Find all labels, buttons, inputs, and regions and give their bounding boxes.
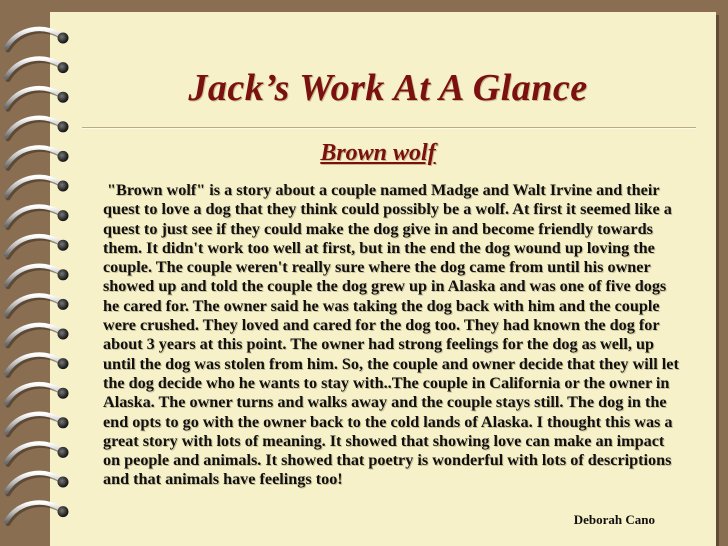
binding-ring bbox=[6, 443, 69, 464]
binding-ring bbox=[6, 29, 69, 50]
binding-ring bbox=[6, 473, 69, 494]
story-summary: "Brown wolf" is a story about a couple named Madge and Walt Irvine and their quest to love a dog that they think could possibly be a wolf. At first it seemed like a quest to just see if they could make the dog give in and become friendly towards them. It didn't work too well at first, but in the end the dog wound up loving the couple. The couple weren't really sure where the dog came from until his owner showed up and told the couple the dog grew up in Alaska and was one of five dogs he cared for. The owner said he was taking the dog back with him and the couple were crushed. They loved and cared for the dog too. They had known the dog for about 3 years at this point. The owner had strong feelings for the dog as well, up until the dog was stolen from him. So, the couple and owner decide that they will let the dog decide who he wants to stay with..The couple in California or the owner in Alaska. The owner turns and walks away and the couple stays still. The dog in the end opts to go with the owner back to the cold lands of Alaska. I thought this was a great story with lots of meaning. It showed that showing love can make an impact on people and animals. It showed that poetry is wonderful with lots of descriptions and that animals have feelings too! bbox=[103, 181, 683, 489]
binding-ring bbox=[6, 88, 69, 109]
binding-ring bbox=[6, 207, 69, 228]
binding-ring bbox=[6, 147, 69, 168]
spiral-binding bbox=[0, 0, 80, 546]
binding-ring bbox=[6, 295, 69, 316]
title-divider bbox=[82, 127, 696, 129]
author-name: Deborah Cano bbox=[573, 512, 655, 527]
binding-ring bbox=[6, 414, 69, 435]
binding-ring bbox=[6, 503, 69, 524]
binding-ring bbox=[6, 325, 69, 346]
binding-ring bbox=[6, 236, 69, 257]
binding-ring bbox=[6, 384, 69, 405]
binding-ring bbox=[6, 355, 69, 376]
binding-ring bbox=[6, 118, 69, 139]
story-title: Brown wolf bbox=[320, 140, 436, 166]
binding-ring bbox=[6, 177, 69, 198]
slide-title: Jack’s Work At A Glance bbox=[188, 67, 588, 109]
binding-ring bbox=[6, 266, 69, 287]
binding-ring bbox=[6, 59, 69, 80]
